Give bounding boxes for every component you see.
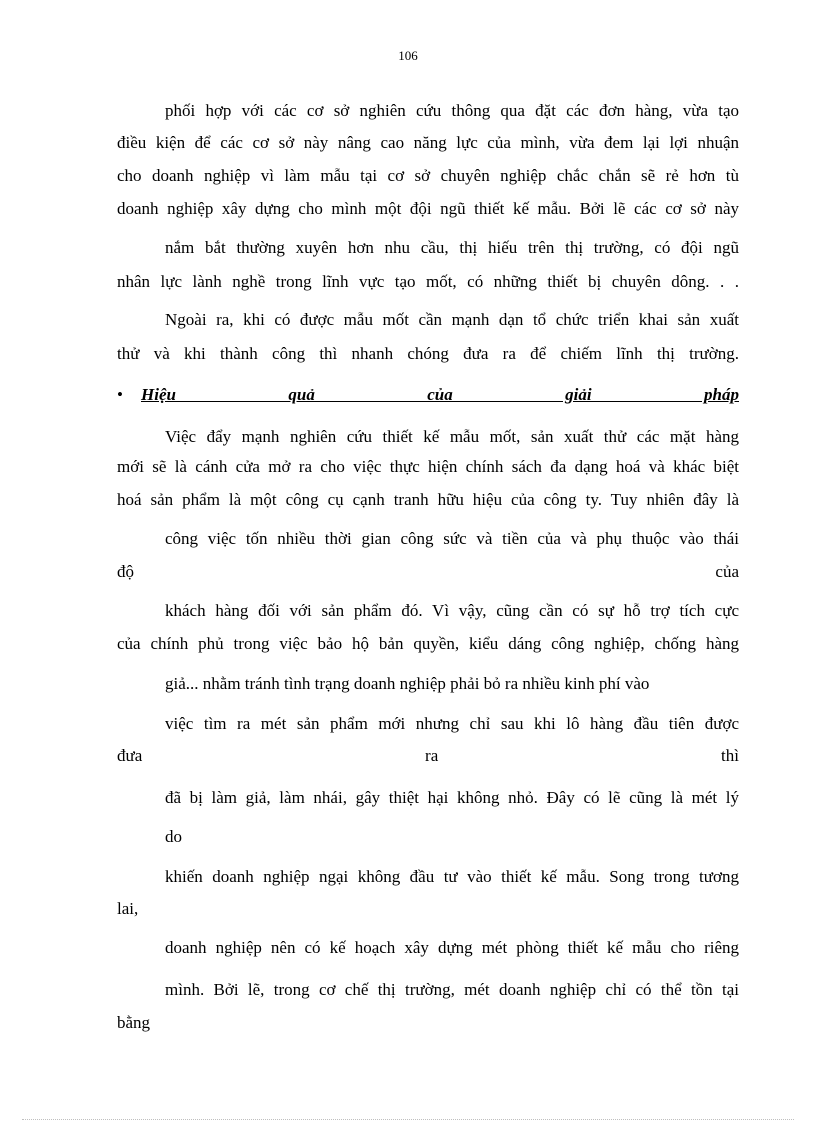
text-line: phối hợp với các cơ sở nghiên cứu thông qua đặt các đơn hàng, vừa tạo <box>165 101 739 120</box>
text-line: doanh nghiệp xây dựng cho mình một đội ngũ thiết kế mẫu. Bởi lẽ các cơ sở này <box>117 199 739 218</box>
text-line: Ngoài ra, khi có được mẫu mốt cần mạnh dạn tổ chức triển khai sản xuất <box>165 310 739 329</box>
text-line: cho doanh nghiệp vì làm mẫu tại cơ sở chuyên nghiệp chắc chắn sẽ rẻ hơn tù <box>117 166 739 185</box>
text-line: nắm bắt thường xuyên hơn nhu cầu, thị hiếu trên thị trường, có đội ngũ <box>165 238 739 257</box>
text-line: đã bị làm giả, làm nhái, gây thiệt hại không nhỏ. Đây có lẽ cũng là mét lý <box>165 788 739 807</box>
section-heading: Hiệu quả của giải pháp <box>141 385 739 404</box>
text-line: hoá sản phẩm là một công cụ cạnh tranh hữu hiệu của công ty. Tuy nhiên đây là <box>117 490 739 509</box>
text-line: khiến doanh nghiệp ngại không đầu tư vào thiết kế mẫu. Song trong tương <box>165 867 739 886</box>
text-line: độ của <box>117 562 739 581</box>
text-line: đưa ra thì <box>117 746 739 765</box>
text-line: điều kiện để các cơ sở này nâng cao năng lực của mình, vừa đem lại lợi nhuận <box>117 133 739 152</box>
text-line: bằng <box>117 1013 151 1032</box>
text-line: việc tìm ra mét sản phẩm mới nhưng chỉ sau khi lô hàng đầu tiên được <box>165 714 739 733</box>
bullet-icon: • <box>117 385 123 404</box>
text-line: của chính phủ trong việc bảo hộ bản quyền, kiểu dáng công nghiệp, chống hàng <box>117 634 739 653</box>
text-line: giả... nhằm tránh tình trạng doanh nghiệp phải bỏ ra nhiều kinh phí vào <box>165 674 650 693</box>
text-line: thử và khi thành công thì nhanh chóng đưa ra để chiếm lĩnh thị trường. <box>117 344 739 363</box>
text-line: Việc đẩy mạnh nghiên cứu thiết kế mẫu mốt, sản xuất thử các mặt hàng <box>165 427 739 446</box>
text-line: nhân lực lành nghề trong lĩnh vực tạo mốt, có những thiết bị chuyên dông. . . <box>117 272 739 291</box>
text-line: khách hàng đối với sản phẩm đó. Vì vậy, cũng cần có sự hỗ trợ tích cực <box>165 601 739 620</box>
text-line: do <box>165 827 182 846</box>
text-line: công việc tốn nhiều thời gian công sức và tiền của và phụ thuộc vào thái <box>165 529 739 548</box>
text-line: lai, <box>117 899 139 918</box>
footer-divider <box>22 1119 794 1120</box>
text-line: mình. Bởi lẽ, trong cơ chế thị trường, mét doanh nghiệp chỉ có thể tồn tại <box>165 980 739 999</box>
page-number: 106 <box>398 48 418 63</box>
text-line: mới sẽ là cánh cửa mở ra cho việc thực hiện chính sách đa dạng hoá và khác biệt <box>117 457 739 476</box>
text-line: doanh nghiệp nên có kế hoạch xây dựng mét phòng thiết kế mẫu cho riêng <box>165 938 739 957</box>
